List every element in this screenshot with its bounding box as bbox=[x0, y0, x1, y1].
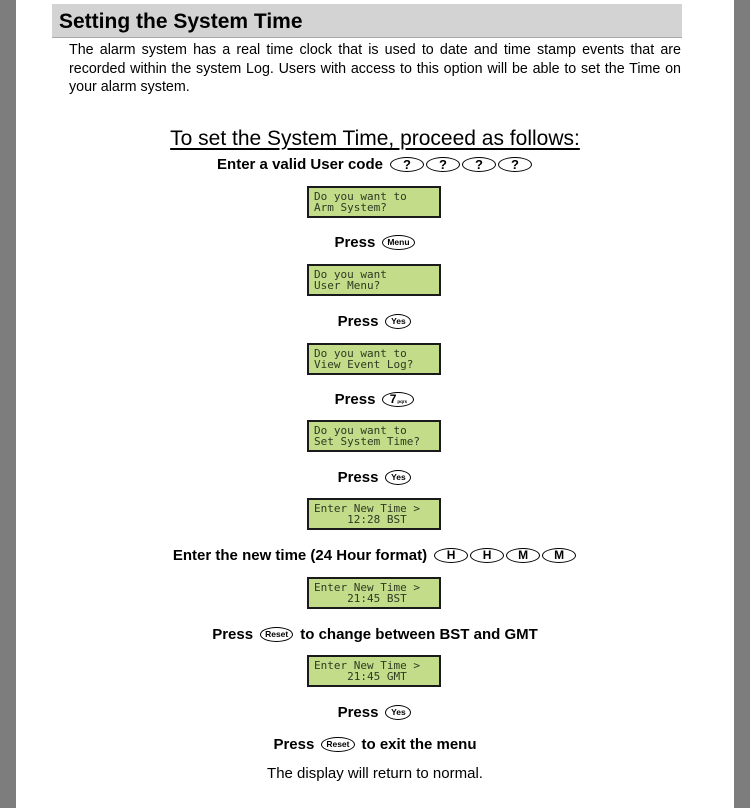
yes-key: Yes bbox=[385, 314, 411, 329]
procedure-heading: To set the System Time, proceed as follows: bbox=[170, 127, 580, 150]
step-text: Press bbox=[337, 703, 379, 721]
step-press-yes-confirm bbox=[0, 702, 750, 722]
lcd-line-1: Enter New Time > bbox=[314, 581, 420, 594]
lcd-set-system-time bbox=[307, 420, 441, 452]
step-display-returns bbox=[0, 763, 750, 783]
minute-key-1: M bbox=[506, 548, 540, 563]
seven-key bbox=[382, 392, 414, 407]
code-key-4: ? bbox=[498, 157, 532, 172]
step-text-after: to change between BST and GMT bbox=[300, 625, 538, 643]
lcd-new-time-gmt bbox=[307, 655, 441, 687]
step-text: The display will return to normal. bbox=[267, 764, 483, 782]
lcd-line-2: 21:45 BST bbox=[314, 592, 407, 605]
hour-key-2: H bbox=[470, 548, 504, 563]
step-enter-user-code bbox=[0, 154, 750, 174]
code-key-2: ? bbox=[426, 157, 460, 172]
seven-key-letters: pqrs bbox=[397, 398, 408, 404]
lcd-enter-new-time-bst bbox=[307, 498, 441, 530]
step-text: Press bbox=[334, 390, 376, 408]
lcd-line-1: Do you want bbox=[314, 268, 387, 281]
step-text: Enter a valid User code bbox=[217, 155, 383, 173]
lcd-user-menu bbox=[307, 264, 441, 296]
step-press-reset-toggle bbox=[0, 624, 750, 644]
yes-key: Yes bbox=[385, 470, 411, 485]
step-press-yes bbox=[0, 311, 750, 331]
lcd-arm-system bbox=[307, 186, 441, 218]
yes-key: Yes bbox=[385, 705, 411, 720]
intro-paragraph: The alarm system has a real time clock that is used to date and time stamp events that are recorded within the system Log. Users with access to this option will be able to set the Time on your alarm system. bbox=[69, 42, 681, 95]
section-title-bar bbox=[52, 4, 682, 38]
lcd-line-1: Do you want to bbox=[314, 347, 407, 360]
step-press-yes-2 bbox=[0, 467, 750, 487]
reset-key: Reset bbox=[321, 737, 354, 752]
minute-key-2: M bbox=[542, 548, 576, 563]
lcd-line-1: Do you want to bbox=[314, 424, 407, 437]
step-enter-new-time bbox=[0, 545, 750, 565]
lcd-line-1: Enter New Time > bbox=[314, 659, 420, 672]
lcd-line-2: User Menu? bbox=[314, 279, 381, 292]
step-text: Press bbox=[337, 468, 379, 486]
lcd-line-2: View Event Log? bbox=[314, 358, 414, 371]
lcd-new-time-bst bbox=[307, 577, 441, 609]
lcd-line-2: Set System Time? bbox=[314, 435, 420, 448]
step-text: Press bbox=[337, 312, 379, 330]
step-text-before: Press bbox=[273, 735, 315, 753]
lcd-line-1: Enter New Time > bbox=[314, 502, 420, 515]
lcd-line-2: 12:28 BST bbox=[314, 513, 407, 526]
lcd-view-event-log bbox=[307, 343, 441, 375]
hour-key-1: H bbox=[434, 548, 468, 563]
lcd-line-2: 21:45 GMT bbox=[314, 670, 407, 683]
step-press-reset-exit bbox=[0, 734, 750, 754]
code-key-1: ? bbox=[390, 157, 424, 172]
section-title: Setting the System Time bbox=[59, 10, 303, 33]
step-text-after: to exit the menu bbox=[361, 735, 477, 753]
lcd-line-1: Do you want to bbox=[314, 190, 407, 203]
step-text: Enter the new time (24 Hour format) bbox=[172, 546, 428, 564]
seven-key-digit: 7 bbox=[389, 392, 397, 406]
step-text-before: Press bbox=[212, 625, 254, 643]
step-press-menu bbox=[0, 232, 750, 252]
step-press-seven bbox=[0, 389, 750, 409]
step-text: Press bbox=[334, 233, 376, 251]
menu-key: Menu bbox=[382, 235, 414, 250]
reset-key: Reset bbox=[260, 627, 293, 642]
lcd-line-2: Arm System? bbox=[314, 201, 387, 214]
code-key-3: ? bbox=[462, 157, 496, 172]
